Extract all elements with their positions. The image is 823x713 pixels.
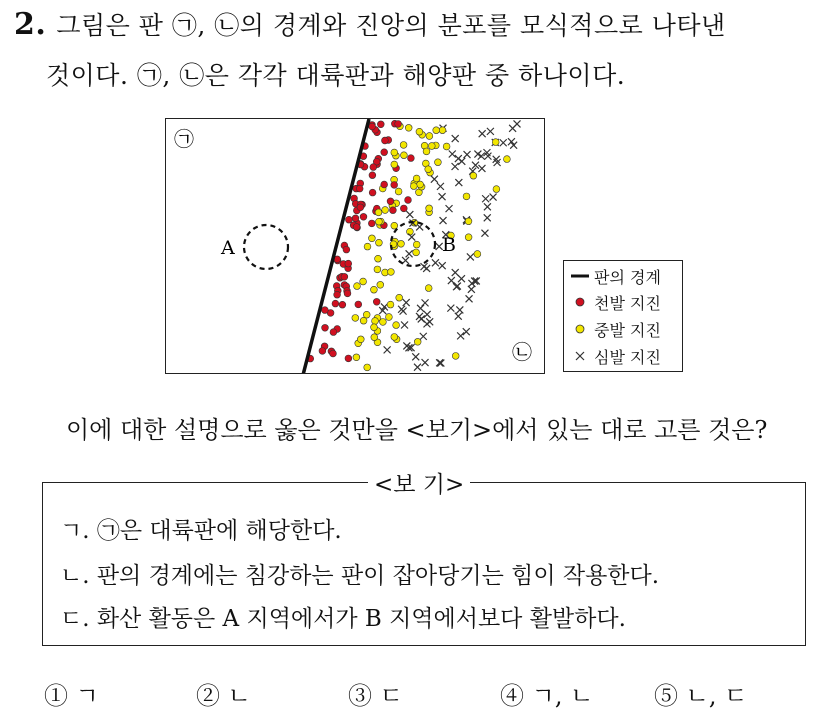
deep-epicenter — [455, 155, 462, 162]
deep-epicenter — [484, 214, 491, 221]
deep-epicenter — [384, 346, 391, 353]
shallow-epicenter — [343, 246, 350, 253]
intermediate-epicenter — [357, 336, 364, 343]
intermediate-epicenter — [474, 251, 481, 258]
deep-epicenter — [456, 306, 463, 313]
intermediate-epicenter — [492, 139, 499, 146]
deep-epicenter — [432, 259, 439, 266]
intermediate-epicenter — [423, 148, 430, 155]
shallow-epicenter — [400, 205, 407, 212]
shallow-epicenter — [319, 348, 326, 355]
intermediate-epicenter — [426, 205, 433, 212]
intermediate-epicenter — [352, 315, 359, 322]
shallow-epicenter — [322, 307, 329, 314]
intermediate-epicenter — [360, 278, 367, 285]
bogi-title: <보 기> — [368, 466, 470, 499]
choice-5[interactable]: ⑤ ㄴ, ㄷ — [654, 682, 748, 710]
shallow-epicenter — [382, 137, 389, 144]
shallow-epicenter — [352, 215, 359, 222]
shallow-epicenter — [357, 204, 364, 211]
intermediate-epicenter — [465, 218, 472, 225]
shallow-epicenter — [332, 300, 339, 307]
intermediate-epicenter — [493, 186, 500, 193]
intermediate-epicenter — [372, 318, 379, 325]
intermediate-epicenter — [386, 314, 393, 321]
deep-epicenter — [455, 313, 462, 320]
deep-epicenter — [401, 321, 408, 328]
question-line-1 — [14, 6, 726, 42]
intermediate-epicenter — [398, 240, 405, 247]
choice-4[interactable]: ④ ㄱ, ㄴ — [500, 682, 594, 710]
intermediate-epicenter — [391, 161, 398, 168]
shallow-epicenter — [330, 350, 337, 357]
intermediate-epicenter — [504, 156, 511, 163]
legend-deep — [570, 345, 661, 367]
intermediate-epicenter — [360, 317, 367, 324]
intermediate-epicenter — [405, 124, 412, 131]
deep-epicenter — [479, 130, 486, 137]
deep-epicenter — [424, 311, 431, 318]
shallow-epicenter — [346, 216, 353, 223]
plate-boundary-figure — [165, 118, 545, 374]
intermediate-epicenter — [382, 207, 389, 214]
legend — [563, 260, 683, 372]
deep-epicenter — [436, 359, 443, 366]
bogi-item-a: ㄱ. ㉠은 대륙판에 해당한다. — [60, 518, 342, 544]
deep-epicenter — [500, 139, 507, 146]
deep-epicenter — [402, 257, 409, 264]
shallow-epicenter — [391, 182, 398, 189]
choice-2[interactable]: ② ㄴ — [196, 682, 251, 710]
shallow-epicenter — [360, 213, 367, 220]
intermediate-epicenter — [396, 294, 403, 301]
choice-3[interactable]: ③ ㄷ — [348, 682, 403, 710]
deep-epicenter — [508, 138, 515, 145]
shallow-epicenter — [395, 121, 402, 128]
deep-epicenter — [416, 313, 423, 320]
intermediate-epicenter — [371, 286, 378, 293]
intermediate-epicenter — [388, 269, 395, 276]
deep-epicenter — [487, 128, 494, 135]
intermediate-epicenter — [375, 209, 382, 216]
shallow-epicenter — [344, 290, 351, 297]
shallow-epicenter — [353, 224, 360, 231]
deep-epicenter — [466, 295, 473, 302]
intermediate-epicenter — [354, 283, 361, 290]
deep-epicenter — [420, 333, 427, 340]
deep-epicenter — [468, 286, 475, 293]
intermediate-epicenter — [426, 133, 433, 140]
shallow-epicenter — [408, 155, 415, 162]
epicenter-points — [307, 120, 521, 370]
shallow-epicenter — [345, 260, 352, 267]
shallow-epicenter — [345, 355, 352, 362]
intermediate-epicenter — [435, 159, 442, 166]
shallow-epicenter — [369, 189, 376, 196]
legend-intermediate — [570, 318, 661, 340]
question-text-2: 것이다. ㉠, ㉡은 각각 대륙판과 해양판 중 하나이다. — [46, 61, 626, 90]
legend-deep-label: 심발 지진 — [594, 347, 661, 367]
intermediate-epicenter — [439, 127, 446, 134]
legend-boundary — [570, 265, 661, 287]
question-number: 2. — [14, 7, 47, 42]
deep-epicenter — [446, 205, 453, 212]
deep-epicenter — [457, 332, 464, 339]
region-b-label: B — [442, 234, 456, 256]
shallow-epicenter — [368, 220, 375, 227]
deep-epicenter — [439, 193, 446, 200]
deep-epicenter — [455, 179, 462, 186]
deep-epicenter — [437, 183, 444, 190]
shallow-epicenter — [334, 291, 341, 298]
intermediate-epicenter — [391, 149, 398, 156]
intermediate-epicenter — [417, 181, 424, 188]
shallow-epicenter — [377, 121, 384, 128]
intermediate-epicenter — [413, 241, 420, 248]
intermediate-epicenter — [371, 334, 378, 341]
intermediate-epicenter — [401, 152, 408, 159]
deep-epicenter — [447, 305, 454, 312]
choice-1[interactable]: ① ㄱ — [44, 682, 99, 710]
deep-epicenter — [422, 359, 429, 366]
shallow-epicenter — [369, 123, 376, 130]
deep-epicenter — [467, 253, 474, 260]
shallow-epicenter — [370, 164, 377, 171]
question-text-1: 그림은 판 ㉠, ㉡의 경계와 진앙의 분포를 모식적으로 나타낸 — [56, 11, 726, 40]
intermediate-epicenter — [375, 255, 382, 262]
intermediate-epicenter — [387, 301, 394, 308]
plate-boundary-line — [303, 119, 369, 374]
intermediate-epicenter — [407, 228, 414, 235]
intermediate-epicenter — [414, 338, 421, 345]
intermediate-epicenter — [369, 235, 376, 242]
intermediate-epicenter — [413, 175, 420, 182]
region-a-circle — [244, 225, 288, 269]
plate-right-label: ㉡ — [512, 340, 532, 364]
intermediate-epicenter — [376, 239, 383, 246]
shallow-epicenter — [373, 298, 380, 305]
deep-epicenter — [452, 163, 459, 170]
deep-epicenter — [406, 250, 413, 257]
question-prompt: 이에 대한 설명으로 옳은 것만을 <보기>에서 있는 대로 고른 것은? — [66, 416, 768, 444]
intermediate-epicenter — [433, 127, 440, 134]
deep-epicenter — [414, 364, 421, 371]
deep-epicenter — [437, 360, 444, 367]
deep-epicenter — [481, 230, 488, 237]
shallow-epicenter — [339, 301, 346, 308]
intermediate-epicenter — [425, 166, 432, 173]
intermediate-epicenter — [364, 364, 371, 371]
shallow-epicenter — [405, 197, 412, 204]
bogi-item-b: ㄴ. 판의 경계에는 침강하는 판이 잡아당기는 힘이 작용한다. — [60, 563, 660, 589]
shallow-epicenter — [381, 181, 388, 188]
intermediate-epicenter — [374, 266, 381, 273]
intermediate-epicenter — [376, 218, 383, 225]
region-a-label: A — [221, 237, 235, 259]
shallow-epicenter — [341, 273, 348, 280]
deep-epicenter — [403, 299, 410, 306]
deep-epicenter — [452, 135, 459, 142]
deep-epicenter — [514, 120, 521, 127]
intermediate-epicenter — [416, 128, 423, 135]
deep-epicenter — [449, 150, 456, 157]
intermediate-epicenter — [443, 143, 450, 150]
intermediate-epicenter — [395, 188, 402, 195]
intermediate-epicenter — [465, 234, 472, 241]
shallow-epicenter — [390, 207, 397, 214]
intermediate-epicenter — [452, 353, 459, 360]
intermediate-epicenter — [410, 183, 417, 190]
deep-epicenter — [484, 203, 491, 210]
bogi-item-c: ㄷ. 화산 활동은 A 지역에서가 B 지역에서보다 활발하다. — [60, 606, 626, 632]
deep-epicenter — [412, 353, 419, 360]
intermediate-epicenter — [371, 324, 378, 331]
shallow-epicenter — [330, 329, 337, 336]
deep-epicenter — [421, 263, 428, 270]
intermediate-epicenter — [425, 285, 432, 292]
legend-boundary-label: 판의 경계 — [594, 267, 661, 287]
legend-shallow-label: 천발 지진 — [594, 293, 661, 313]
deep-epicenter — [490, 194, 497, 201]
intermediate-epicenter — [364, 243, 371, 250]
shallow-epicenter — [381, 149, 388, 156]
intermediate-epicenter — [380, 319, 387, 326]
intermediate-epicenter — [391, 334, 398, 341]
legend-intermediate-label: 중발 지진 — [594, 320, 661, 340]
deep-epicenter — [406, 211, 413, 218]
deep-epicenter — [482, 195, 489, 202]
shallow-epicenter — [355, 301, 362, 308]
intermediate-epicenter — [413, 249, 420, 256]
deep-epicenter — [422, 299, 429, 306]
intermediate-epicenter — [400, 142, 407, 149]
deep-epicenter — [400, 308, 407, 315]
deep-epicenter — [431, 176, 438, 183]
intermediate-epicenter — [353, 354, 360, 361]
deep-epicenter — [478, 165, 485, 172]
intermediate-epicenter — [393, 322, 400, 329]
intermediate-epicenter — [470, 172, 477, 179]
legend-shallow — [570, 291, 661, 313]
deep-epicenter — [464, 151, 471, 158]
intermediate-epicenter — [428, 143, 435, 150]
shallow-epicenter — [356, 185, 363, 192]
deep-epicenter — [463, 328, 470, 335]
plate-left-label: ㉠ — [174, 127, 194, 151]
shallow-epicenter — [387, 198, 394, 205]
shallow-epicenter — [322, 324, 329, 331]
deep-epicenter — [439, 262, 446, 269]
intermediate-epicenter — [463, 193, 470, 200]
intermediate-epicenter — [377, 281, 384, 288]
deep-epicenter — [452, 269, 459, 276]
shallow-epicenter — [369, 172, 376, 179]
epicenter-diagram — [166, 119, 545, 374]
deep-epicenter — [440, 217, 447, 224]
deep-epicenter — [426, 318, 433, 325]
deep-epicenter — [458, 275, 465, 282]
deep-epicenter — [417, 305, 424, 312]
